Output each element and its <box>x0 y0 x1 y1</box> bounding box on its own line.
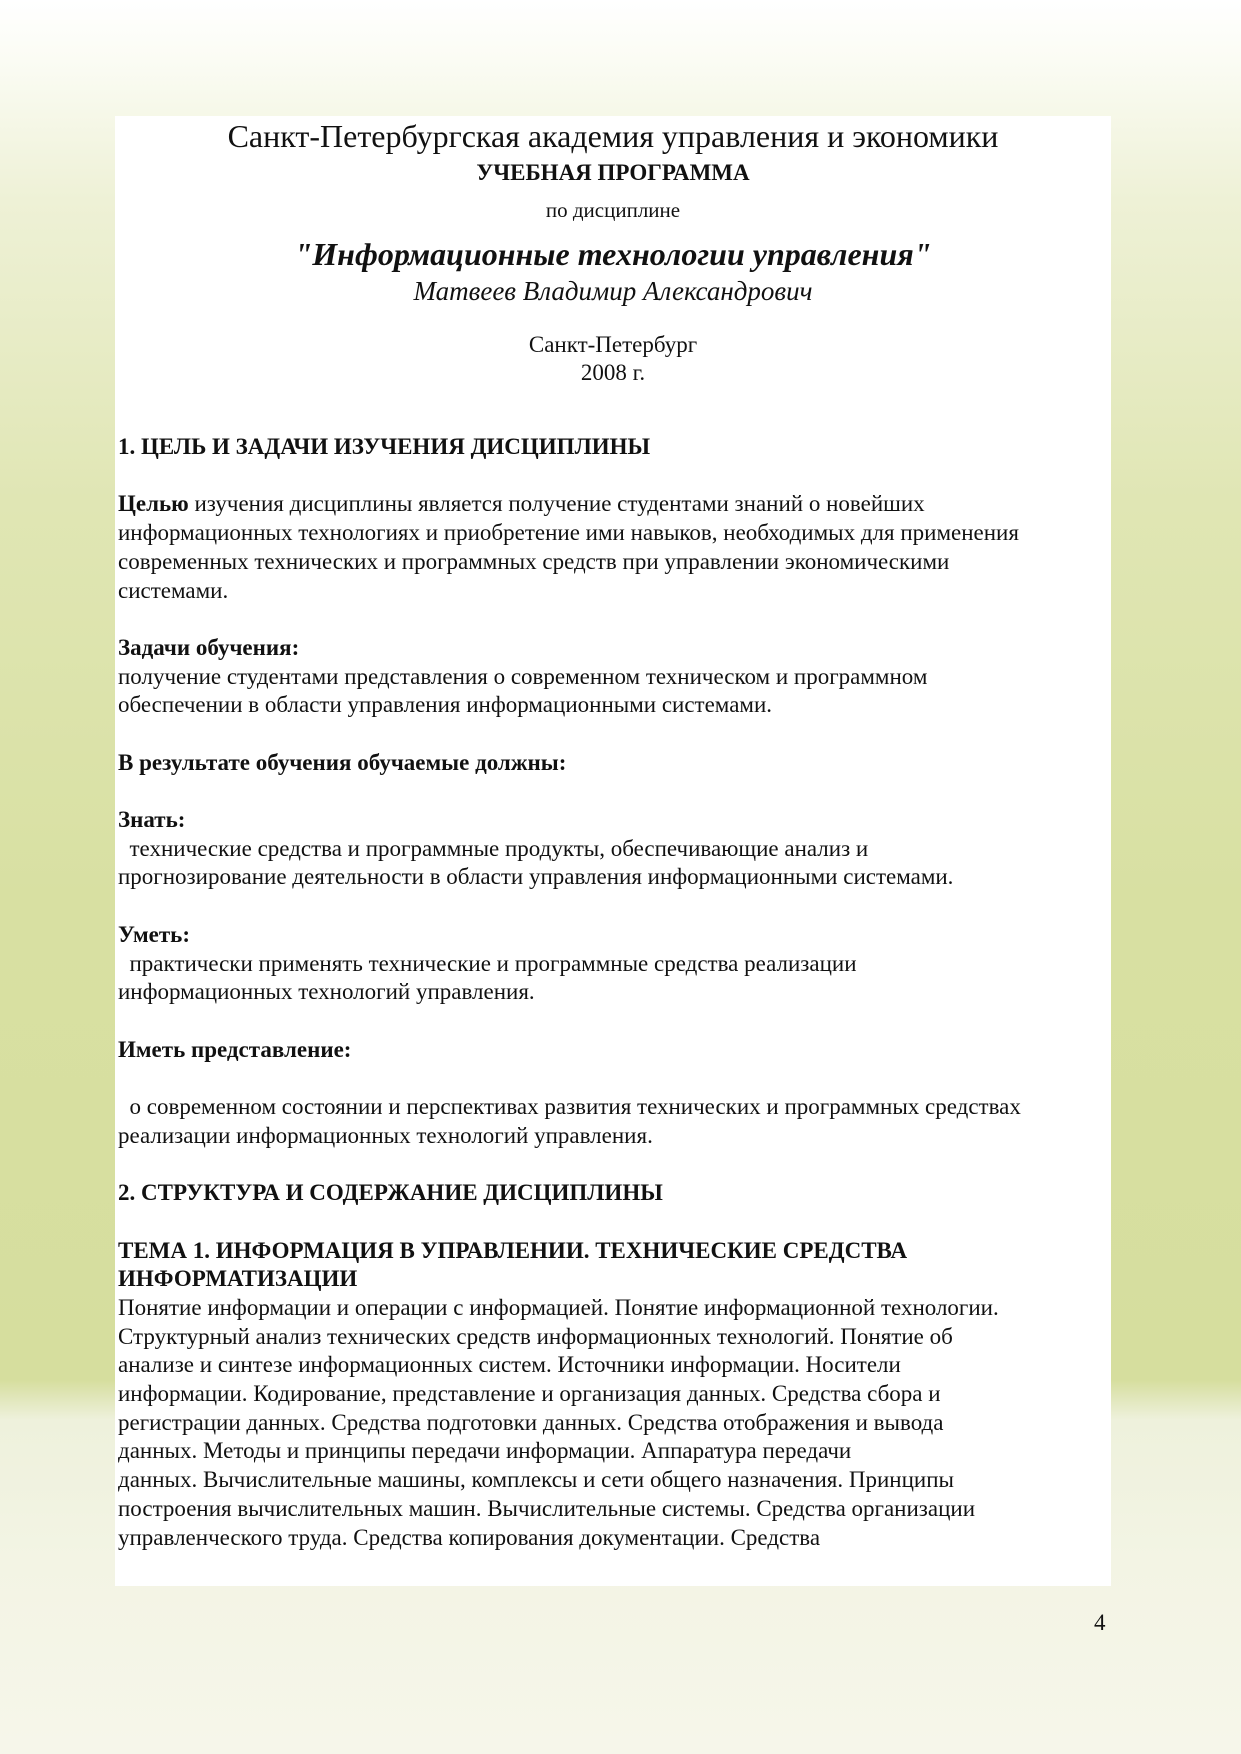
topic-1-heading: ИНФОРМАТИЗАЦИИ <box>118 1266 358 1292</box>
topic-1-text <box>118 1294 1108 1552</box>
topic-text-line: управленческого труда. Средства копирования документации. Средства <box>118 1524 821 1550</box>
goal-line: информационных технологиях и приобретение ими навыков, необходимых для применения <box>118 520 1019 546</box>
can-line: практически применять технические и программные средства реализации <box>118 950 857 976</box>
tasks-line: получение студентами представления о современном техническом и программном <box>118 663 928 689</box>
can-label: Уметь: <box>118 921 190 947</box>
idea-line: о современном состоянии и перспективах развития технических и программных средствах <box>118 1094 1021 1120</box>
goal-line: изучения дисциплины является получение студентами знаний о новейших <box>188 491 925 517</box>
po-discipline-label: по дисциплине <box>545 198 681 222</box>
goal-paragraph <box>118 490 1108 605</box>
idea-line: реализации информационных технологий управления. <box>118 1122 653 1148</box>
city: Санкт-Петербург <box>528 332 698 357</box>
know-line: технические средства и программные продукты, обеспечивающие анализ и <box>118 835 869 861</box>
goal-line: системами. <box>118 577 229 603</box>
page-number: 4 <box>1094 1610 1106 1635</box>
topic-1-heading: ТЕМА 1. ИНФОРМАЦИЯ В УПРАВЛЕНИИ. ТЕХНИЧЕСКИЕ СРЕДСТВА <box>118 1237 908 1263</box>
topic-text-line: данных. Вычислительные машины, комплексы и сети общего назначения. Принципы <box>118 1467 954 1493</box>
section-2-heading: 2. СТРУКТУРА И СОДЕРЖАНИЕ ДИСЦИПЛИНЫ <box>118 1180 663 1206</box>
discipline-title: "Информационные технологии управления" <box>294 236 932 272</box>
document-body <box>118 116 1108 1552</box>
result-label: В результате обучения обучаемые должны: <box>118 749 567 775</box>
topic-text-line: Структурный анализ технических средств информационных технологий. Понятие об <box>118 1323 953 1349</box>
topic-text-line: регистрации данных. Средства подготовки данных. Средства отображения и вывода <box>118 1409 944 1435</box>
know-line: прогнозирование деятельности в области управления информационными системами. <box>118 864 954 890</box>
topic-text-line: Понятие информации и операции с информацией. Понятие информационной технологии. <box>118 1294 999 1320</box>
author-name: Матвеев Владимир Александрович <box>413 276 813 306</box>
goal-line: современных технических и программных средств при управлении экономическими <box>118 548 950 574</box>
year: 2008 г. <box>580 360 646 385</box>
topic-text-line: данных. Методы и принципы передачи информации. Аппаратура передачи <box>118 1438 852 1464</box>
academy-name: Санкт-Петербургская академия управления и экономики <box>227 118 999 154</box>
tasks-line: обеспечении в области управления информационными системами. <box>118 692 773 718</box>
goal-bold-word: Целью <box>118 491 189 517</box>
can-line: информационных технологий управления. <box>118 979 535 1005</box>
section-1-heading: 1. ЦЕЛЬ И ЗАДАЧИ ИЗУЧЕНИЯ ДИСЦИПЛИНЫ <box>118 434 651 459</box>
topic-text-line: построения вычислительных машин. Вычислительные системы. Средства организации <box>118 1495 976 1521</box>
know-label: Знать: <box>118 807 186 833</box>
topic-text-line: анализе и синтезе информационных систем. Источники информации. Носители <box>118 1352 901 1378</box>
tasks-label: Задачи обучения: <box>118 634 300 660</box>
topic-text-line: информации. Кодирование, представление и организация данных. Средства сбора и <box>118 1381 941 1407</box>
program-title: УЧЕБНАЯ ПРОГРАММА <box>476 160 750 185</box>
idea-label: Иметь представление: <box>118 1036 352 1062</box>
